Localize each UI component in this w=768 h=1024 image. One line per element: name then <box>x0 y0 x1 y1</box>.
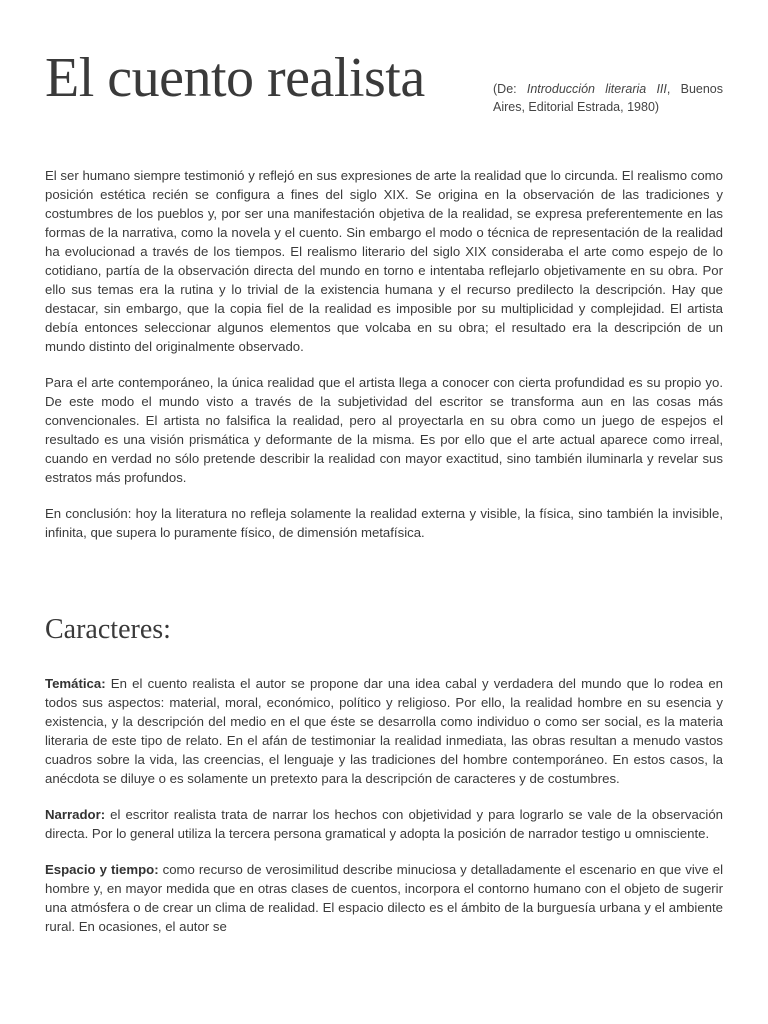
term-label: Espacio y tiempo: <box>45 862 159 877</box>
document-page <box>45 0 723 953</box>
section-heading-caracteres: Caracteres: <box>45 614 171 645</box>
term-label: Temática: <box>45 676 106 691</box>
document-title: El cuento realista <box>45 47 425 109</box>
characteristic-tematica <box>45 674 723 788</box>
citation-publisher: , Buenos Aires, Editorial Estrada, 1980) <box>493 82 724 114</box>
characteristic-espacio-tiempo <box>45 860 723 936</box>
intro-paragraph: El ser humano siempre testimonió y reflejó en sus expresiones de arte la realidad que lo circunda. El realismo como posición estética recién se configura a fines del siglo XIX. Se origina en la observación de las tradiciones y costumbres de los pueblos y, por ser una manifestación objetiva de la realidad, se expresa preferentemente en las formas de la narrativa, como la novela y el cuento. Sin embargo el modo o técnica de representación de la realidad ha evolucionad a través de los tiempos. El realismo literario del siglo XIX consideraba el arte como espejo de lo cotidiano, partía de la observación directa del mundo en torno e intentaba reflejarlo objetivamente en su obra. Por ello sus temas era la rutina y lo trivial de la existencia humana y el recurso predilecto la descripción. Hay que destacar, sin embargo, que la copia fiel de la realidad es imposible por su multiplicidad y complejidad. El artista debía entonces seleccionar algunos elementos que volcaba en su obra; el resultado era la descripción de un mundo distinto del originalmente observado. <box>45 168 723 354</box>
title-row <box>45 0 723 150</box>
citation-work-title: Introducción literaria III <box>526 82 667 96</box>
term-description: En el cuento realista el autor se propone dar una idea cabal y verdadera del mundo que lo rodea en todos sus aspectos: material, moral, económico, político y religioso. Por ello, la realidad hombre en su esencia y existencia, y la descripción del medio en el que éste se desarrolla como individuo o como ser social, es la materia literaria de este tipo de relato. En el afán de testimoniar la realidad inmediata, las obras resultan a menudo vastos cuadros sobre la vida, las creencias, el lenguaje y las tradiciones del hombre contemporáneo. En estos casos, la anécdota se diluye o es solamente un pretexto para la descripción de caracteres y de costumbres. <box>45 676 723 786</box>
source-citation <box>493 80 723 116</box>
term-label: Narrador: <box>45 807 106 822</box>
contemporary-art-paragraph: Para el arte contemporáneo, la única realidad que el artista llega a conocer con cierta profundidad es su propio yo. De este modo el mundo visto a través de la subjetividad del escritor se transforma aun en las cosas más convencionales. El artista no falsifica la realidad, pero al proyectarla en su obra como un juego de espejos el resultado es una visión prismática y deformante de la misma. Es por ello que el arte actual aparece como irreal, cuando en verdad no sólo pretende describir la realidad con mayor exactitud, sino también iluminarla y revelar sus estratos más profundos. <box>45 375 723 485</box>
term-description: como recurso de verosimilitud describe minuciosa y detalladamente el escenario en que vive el hombre y, en mayor medida que en otras clases de cuentos, incorpora el contorno humano con el objeto de sugerir una atmósfera o de crear un clima de realidad. El espacio dilecto es el ámbito de la burguesía urbana y el ambiente rural. En ocasiones, el autor se <box>45 862 723 934</box>
characteristic-narrador <box>45 805 723 843</box>
conclusion-paragraph: En conclusión: hoy la literatura no refleja solamente la realidad externa y visible, la física, sino también la invisible, infinita, que supera lo puramente físico, de dimensión metafísica. <box>45 506 723 540</box>
citation-prefix: (De: <box>493 82 527 96</box>
term-description: el escritor realista trata de narrar los hechos con objetividad y para lograrlo se vale de la observación directa. Por lo general utiliza la tercera persona gramatical y adopta la posición de narrador testigo u omnisciente. <box>45 807 723 841</box>
